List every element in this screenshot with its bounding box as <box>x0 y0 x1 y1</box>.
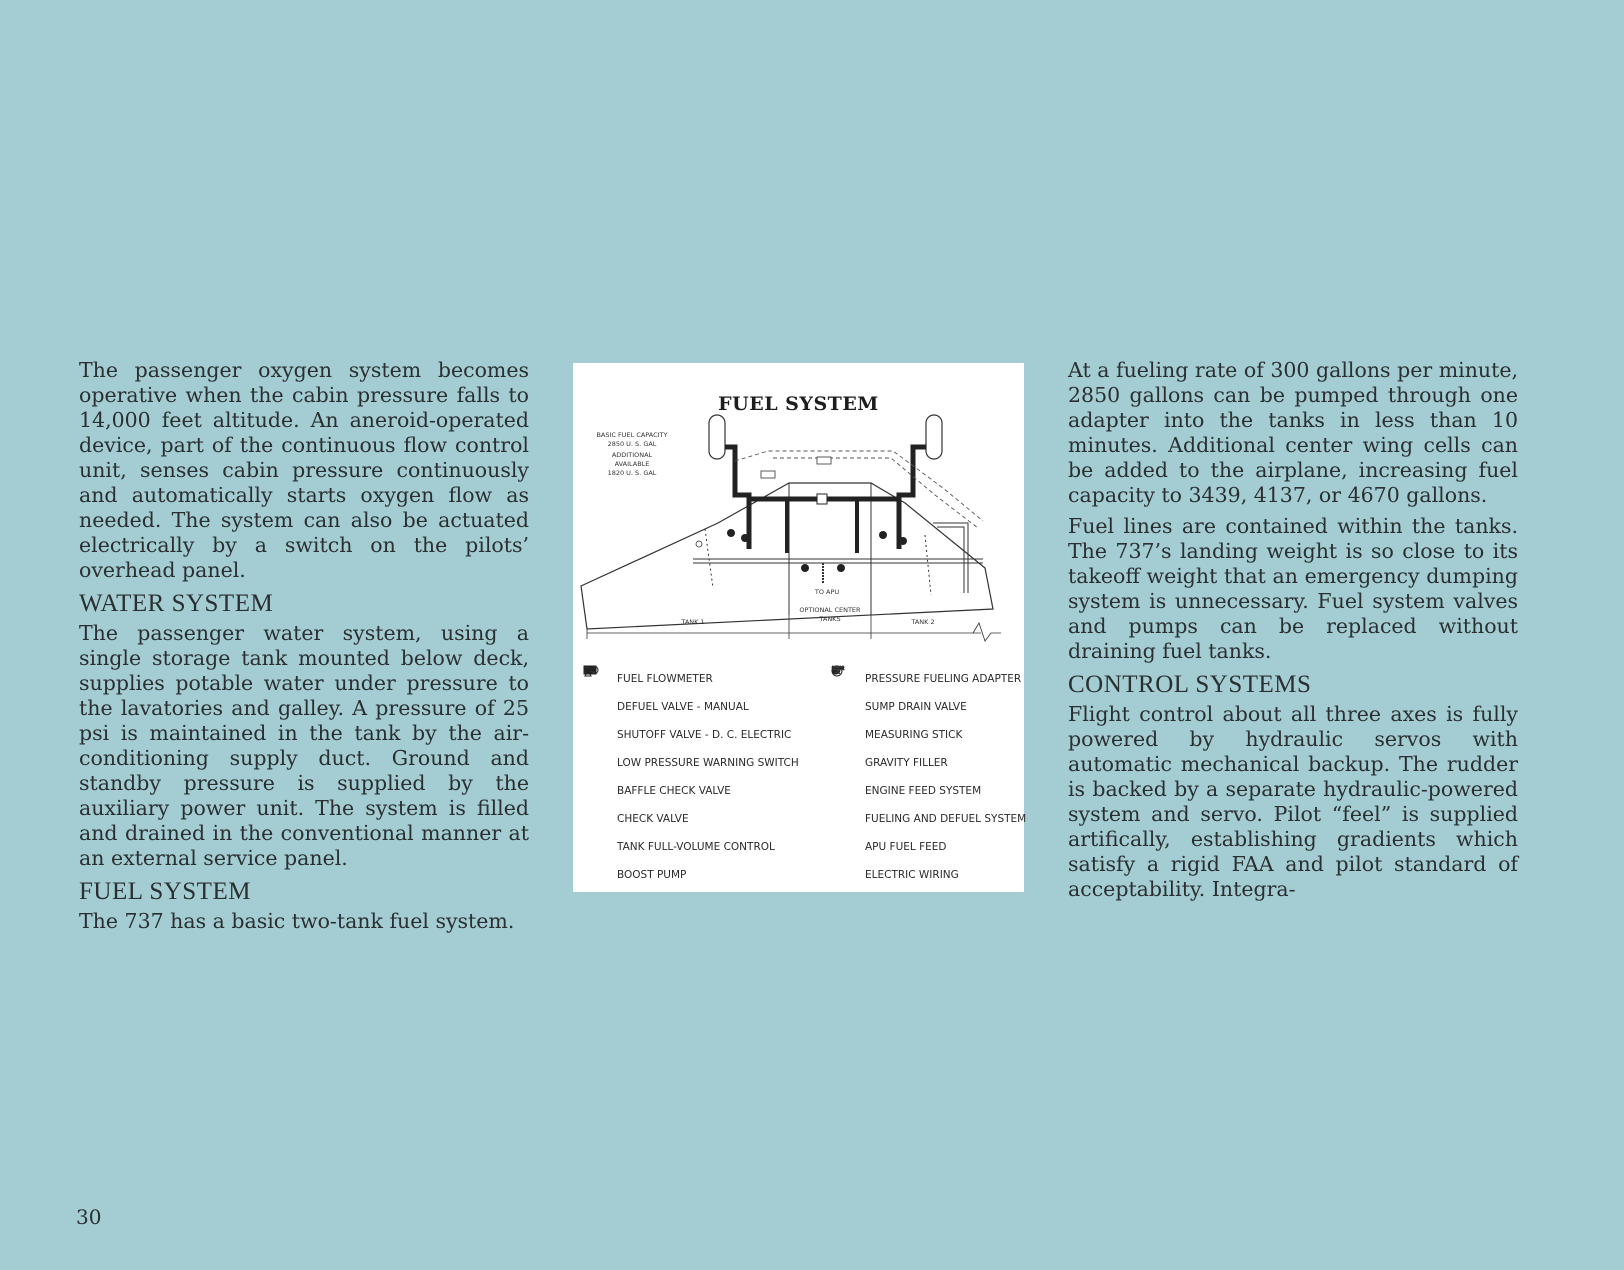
legend-item <box>831 777 1026 805</box>
fueling-rate-paragraph: At a fueling rate of 300 gallons per minute, 2850 gallons can be pumped through one adapter into the tanks in less than 10 minutes. Additional center wing cells can be added to the airplane, increasing fuel capacity to 3439, 4137, or 4670 gallons. <box>1068 358 1518 507</box>
boost-pump-5 <box>879 531 887 539</box>
left-text-column <box>79 358 529 940</box>
boost-pump-4 <box>837 564 845 572</box>
legend-label: BAFFLE CHECK VALVE <box>617 785 731 797</box>
legend-label: BOOST PUMP <box>617 869 687 881</box>
legend-label: LOW PRESSURE WARNING SWITCH <box>617 757 799 769</box>
legend-label: PRESSURE FUELING ADAPTER <box>865 673 1022 685</box>
legend-label: DEFUEL VALVE - MANUAL <box>617 701 749 713</box>
legend-item <box>831 693 1026 721</box>
water-system-heading: WATER SYSTEM <box>79 590 274 617</box>
legend-label: GRAVITY FILLER <box>865 757 948 769</box>
legend-item <box>583 721 799 749</box>
legend-item <box>583 665 799 693</box>
boost-pump-2 <box>741 534 749 542</box>
legend-item <box>831 665 1026 693</box>
legend-item <box>583 861 799 889</box>
legend-label: MEASURING STICK <box>865 729 963 741</box>
engine-right <box>926 415 942 459</box>
break-mark <box>973 623 1001 641</box>
legend-item <box>831 805 1026 833</box>
right-text-column <box>1068 358 1518 908</box>
legend-label: ELECTRIC WIRING <box>865 869 959 881</box>
fuel-system-heading: FUEL SYSTEM <box>79 878 251 905</box>
oxygen-paragraph: The passenger oxygen system becomes operative when the cabin pressure falls to 14,000 feet altitude. An aneroid-operated device, part of the continuous flow control unit, senses cabin pressure continuously and automatically starts oxygen flow as needed. The system can also be actuated electrically by a switch on the pilots’ overhead panel. <box>79 358 529 582</box>
fuel-system-paragraph: The 737 has a basic two-tank fuel system. <box>79 909 515 933</box>
engine-left <box>709 415 725 459</box>
legend-label: SHUTOFF VALVE - D. C. ELECTRIC <box>617 729 792 741</box>
tank2-label: TANK 2 <box>911 618 935 626</box>
volume-control-left <box>761 471 775 478</box>
engine-feed-line-right <box>899 447 926 549</box>
rib-right <box>925 535 931 595</box>
boost-pump-3 <box>801 564 809 572</box>
electric-wiring-2 <box>773 458 978 528</box>
legend-item <box>831 721 1026 749</box>
fuel-lines-paragraph: Fuel lines are contained within the tanks. The 737’s landing weight is so close to its takeoff weight that an emergency dumping system is unnecessary. Fuel system valves and pumps can be replaced without draining fuel tanks. <box>1068 514 1518 663</box>
legend-item <box>831 861 1026 889</box>
fuel-system-diagram <box>573 363 1027 892</box>
boost-pump-1 <box>727 529 735 537</box>
legend-item <box>831 833 1026 861</box>
legend-label: APU FUEL FEED <box>865 841 947 853</box>
legend-label: ENGINE FEED SYSTEM <box>865 785 982 797</box>
legend-item <box>831 749 1026 777</box>
legend-label: FUEL FLOWMETER <box>617 673 713 685</box>
legend-right <box>831 665 1026 889</box>
measuring-stick <box>696 541 702 547</box>
legend-left <box>583 665 799 889</box>
apu-label: TO APU <box>814 588 840 596</box>
legend-label: SUMP DRAIN VALVE <box>865 701 967 713</box>
volume-control-right <box>817 457 831 464</box>
basic-capacity-note: BASIC FUEL CAPACITY 2850 U. S. GAL <box>596 431 668 448</box>
legend-item <box>583 833 799 861</box>
shutoff-valve-center <box>817 494 827 504</box>
boost-pump-6 <box>899 537 907 545</box>
control-systems-paragraph: Flight control about all three axes is fully powered by hydraulic servos with automatic mechanical backup. The rudder is backed by a separate hydraulic-powered system and servo. Pilot “feel” is supplied artifically, establishing gradients which satisfy a rigid FAA and pilot standard of acceptability. Integra- <box>1068 702 1518 901</box>
legend-item <box>583 777 799 805</box>
fueling-line-4 <box>937 527 964 593</box>
water-system-paragraph: The passenger water system, using a single storage tank mounted below deck, supplies potable water under pressure to the lavatories and galley. A pressure of 25 psi is maintained in the tank by the air-conditioning supply duct. Ground and standby pressure is supplied by the auxiliary power unit. The system is filled and drained in the conventional manner at an external service panel. <box>79 621 529 870</box>
legend-label: TANK FULL-VOLUME CONTROL <box>617 841 775 853</box>
legend-label: FUELING AND DEFUEL SYSTEM <box>865 813 1027 825</box>
legend-item <box>583 749 799 777</box>
legend-item <box>583 693 799 721</box>
additional-capacity-note: ADDITIONAL AVAILABLE 1820 U. S. GAL <box>607 451 657 477</box>
fueling-line-3 <box>933 523 968 593</box>
center-tanks-label: OPTIONAL CENTER TANKS <box>799 606 861 623</box>
center-feed-lines <box>787 499 857 553</box>
legend-label: CHECK VALVE <box>617 813 689 825</box>
tank1-label: TANK 1 <box>681 618 705 626</box>
legend-item <box>583 805 799 833</box>
control-systems-heading: CONTROL SYSTEMS <box>1068 671 1312 698</box>
page-number: 30 <box>76 1205 102 1229</box>
figure-title: FUEL SYSTEM <box>718 393 879 415</box>
